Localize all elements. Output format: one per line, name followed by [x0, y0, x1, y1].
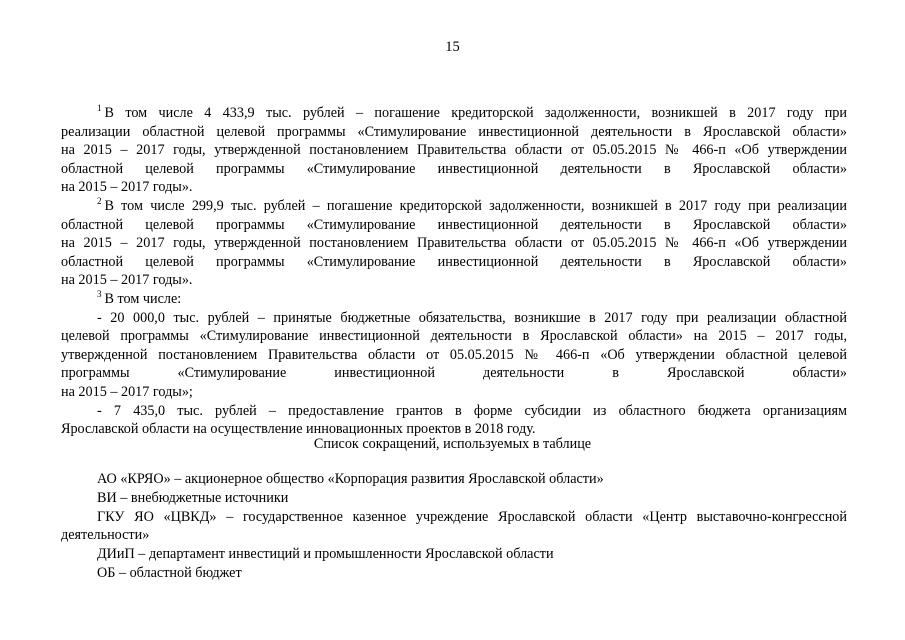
abbreviation-line: ГКУ ЯО «ЦВКД» – государственное казенное учреждение Ярославской области «Центр выставочно-конгрессной — [97, 508, 847, 525]
footnote-line: на 2015 – 2017 годы». — [61, 272, 193, 289]
footnote-text: В том числе 299,9 тыс. рублей – погашение кредиторской задолженности, возникшей в 2017 году при реализации — [104, 197, 847, 214]
footnote-mark: 3 — [97, 288, 102, 299]
footnote-mark: 1 — [97, 103, 102, 113]
abbreviation-item — [61, 489, 847, 508]
abbreviation-line: ДИиП – департамент инвестиций и промышленности Ярославской области — [97, 546, 554, 563]
footnote-line: на 2015 – 2017 годы»; — [61, 383, 193, 400]
footnote-text: В том числе 4 433,9 тыс. рублей – погашение кредиторской задолженности, возникшей в 2017 году при — [104, 105, 847, 121]
abbreviation-line: деятельности» — [61, 527, 150, 544]
footnote-line: целевой программы «Стимулирование инвестиционной деятельности в Ярославской области» на 2015 – 2017 годы, — [61, 328, 847, 345]
footnotes-section — [61, 104, 847, 439]
footnote-line: областной целевой программы «Стимулирование инвестиционной деятельности в Ярославской области» — [61, 160, 847, 177]
page-number: 15 — [445, 39, 460, 55]
abbreviation-line: АО «КРЯО» – акционерное общество «Корпорация развития Ярославской области» — [97, 471, 604, 487]
footnote-line: реализации областной целевой программы «Стимулирование инвестиционной деятельности в Ярославской области» — [61, 123, 847, 140]
footnote-1 — [61, 104, 847, 197]
footnote-line — [61, 290, 847, 309]
footnote-mark: 2 — [97, 195, 102, 206]
abbreviation-line: ОБ – областной бюджет — [97, 564, 242, 581]
footnote-2 — [61, 197, 847, 290]
footnote-line: - 20 000,0 тыс. рублей – принятые бюджетные обязательства, возникшие в 2017 году при реализации областной — [97, 309, 847, 326]
abbreviation-item — [61, 508, 847, 546]
footnote-3 — [61, 290, 847, 439]
footnote-line: Ярославской области на осуществление инновационных проектов в 2018 году. — [61, 421, 536, 438]
footnote-line: программы «Стимулирование инвестиционной деятельности в Ярославской области» — [61, 365, 847, 382]
footnote-line: на 2015 – 2017 годы». — [61, 179, 193, 196]
footnote-line — [61, 104, 847, 123]
footnote-line — [61, 197, 847, 216]
footnote-text: В том числе: — [104, 290, 182, 307]
footnote-line: утвержденной постановлением Правительства области от 05.05.2015 № 466-п «Об утверждении областной целевой — [61, 346, 847, 363]
abbreviation-line: ВИ – внебюджетные источники — [97, 489, 289, 506]
abbreviations-title: Список сокращений, используемых в таблице — [313, 436, 592, 452]
abbreviation-item — [61, 564, 847, 583]
abbreviations-list — [61, 470, 847, 583]
footnote-line: на 2015 – 2017 годы, утвержденной постановлением Правительства области от 05.05.2015 № 466-п «Об утверждении — [61, 142, 847, 159]
abbreviation-item — [61, 545, 847, 564]
footnote-line: на 2015 – 2017 годы, утвержденной постановлением Правительства области от 05.05.2015 № 466-п «Об утверждении — [61, 235, 847, 252]
footnote-line: областной целевой программы «Стимулирование инвестиционной деятельности в Ярославской области» — [61, 253, 847, 270]
abbreviation-item — [61, 470, 847, 489]
footnote-line: - 7 435,0 тыс. рублей – предоставление грантов в форме субсидии из областного бюджета организациям — [97, 402, 847, 419]
footnote-line: областной целевой программы «Стимулирование инвестиционной деятельности в Ярославской области» — [61, 216, 847, 233]
